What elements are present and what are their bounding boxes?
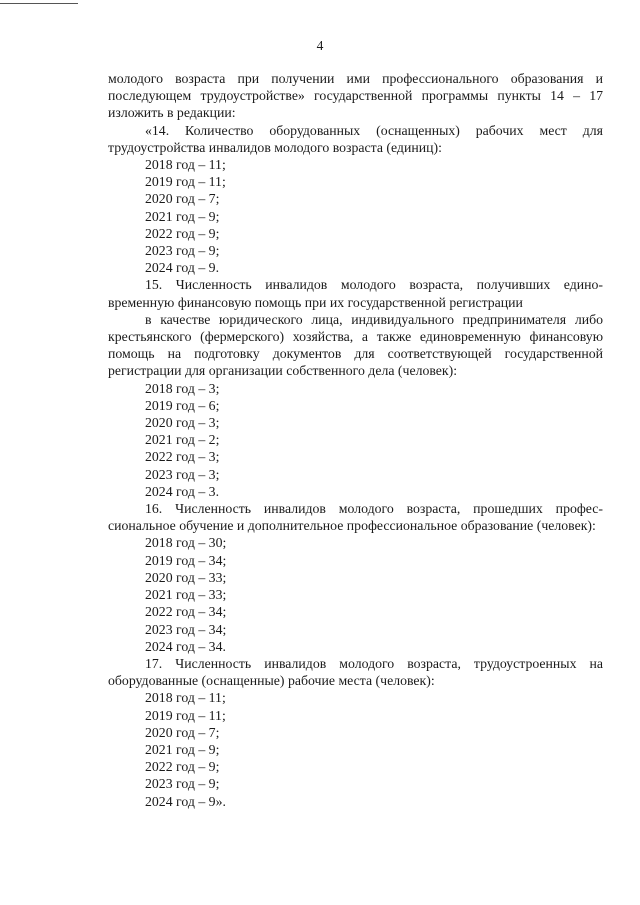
year-value: 2018 год – 11; <box>145 157 226 173</box>
year-value: 2018 год – 30; <box>145 535 227 551</box>
year-value: 2024 год – 3. <box>145 483 220 499</box>
year-value: 2024 год – 9. <box>145 260 220 276</box>
year-value: 2019 год – 11; <box>145 707 226 723</box>
year-value: 2023 год – 9; <box>145 243 220 259</box>
document-body <box>108 70 603 810</box>
page-number: 4 <box>316 38 324 53</box>
year-value: 2020 год – 3; <box>145 415 220 431</box>
year-value: 2021 год – 9; <box>145 741 220 757</box>
year-value: 2020 год – 33; <box>145 569 227 585</box>
year-value: 2023 год – 34; <box>145 621 227 637</box>
year-value: 2019 год – 11; <box>145 174 226 190</box>
header-rule <box>0 3 78 4</box>
year-value: 2018 год – 3; <box>145 380 220 396</box>
item-17-years <box>108 689 603 809</box>
item-17-text: 17. Численность инвалидов молодого возраста, трудоустроенных на оборудованные (оснащенные) рабочие места (человек): <box>108 655 603 689</box>
year-value: 2020 год – 7; <box>145 191 220 207</box>
year-value: 2018 год – 11; <box>145 690 226 706</box>
item-15-years <box>108 380 603 500</box>
year-value: 2022 год – 3; <box>145 449 220 465</box>
item-16-text: 16. Численность инвалидов молодого возраста, прошедших профес- сиональное обучение и дополнительное профессиональное образование (человек): <box>108 501 603 534</box>
year-value: 2021 год – 9; <box>145 208 220 224</box>
year-value: 2023 год – 9; <box>145 776 220 792</box>
item-16-years <box>108 534 603 654</box>
intro-paragraph: молодого возраста при получении ими профессионального образования и последующем трудоустройстве» государственной программы пункты 14 – 17 изложить в редакции: <box>108 71 603 121</box>
item-14-text: «14. Количество оборудованных (оснащенных) рабочих мест для трудоустройства инвалидов молодого возраста (единиц): <box>108 122 603 155</box>
year-value: 2022 год – 34; <box>145 604 227 620</box>
year-value: 2022 год – 9; <box>145 759 220 775</box>
year-value: 2020 год – 7; <box>145 724 220 740</box>
year-value: 2021 год – 2; <box>145 432 220 448</box>
year-value: 2023 год – 3; <box>145 466 220 482</box>
year-value: 2024 год – 9». <box>145 793 226 809</box>
year-value: 2022 год – 9; <box>145 225 220 241</box>
year-value: 2021 год – 33; <box>145 587 227 603</box>
item-14-years <box>108 156 603 276</box>
year-value: 2019 год – 34; <box>145 552 227 568</box>
item-15-text-b: в качестве юридического лица, индивидуального предпринимателя либо крестьянского (фермерского) хозяйства, а также единовременную финансовую помощь на подготовку документов для соответствующей государственной регистрации для организации собственного дела (человек): <box>108 311 603 379</box>
year-value: 2024 год – 34. <box>145 638 226 654</box>
item-15-text-a: 15. Численность инвалидов молодого возраста, получивших едино- временную финансовую помощь при их государственной регистрации <box>108 277 603 310</box>
year-value: 2019 год – 6; <box>145 397 220 413</box>
